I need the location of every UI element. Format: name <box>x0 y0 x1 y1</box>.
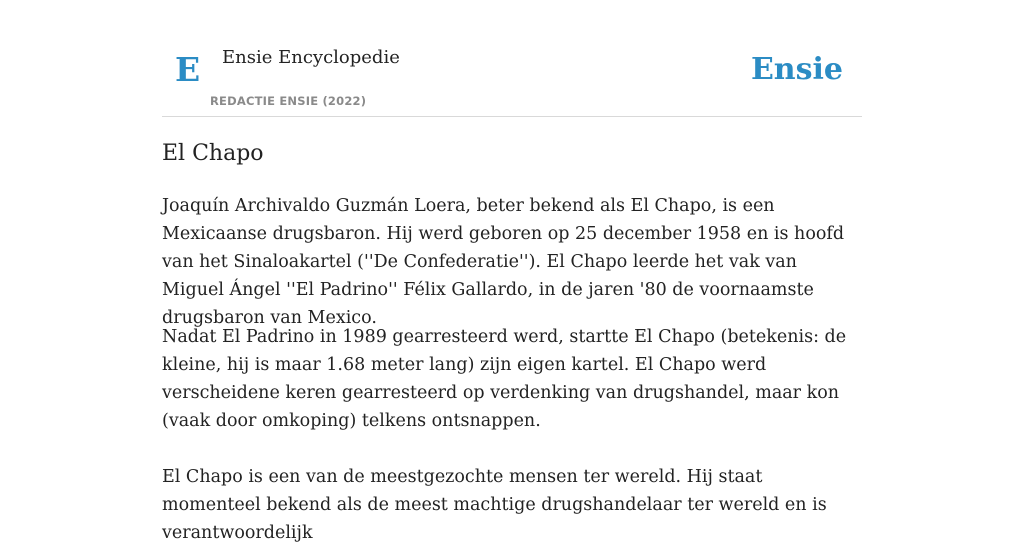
article-title: El Chapo <box>162 141 264 166</box>
article-card <box>162 0 862 543</box>
article-paragraph-1: Joaquín Archivaldo Guzmán Loera, beter bekend als El Chapo, is een Mexicaanse drugsbaron. Hij werd geboren op 25 december 1958 en is hoofd van het Sinaloakartel (''De Confederatie''). El Chapo leerde het vak van Miguel Ángel ''El Padrino'' Félix Gallardo, in de jaren '80 de voornaamste drugsbaron van Mexico. <box>162 196 845 328</box>
ensie-logo-icon[interactable]: E <box>175 50 201 89</box>
site-name[interactable]: Ensie Encyclopedie <box>222 47 400 68</box>
article-paragraph-3: El Chapo is een van de meestgezochte mensen ter wereld. Hij staat momenteel bekend als de meest machtige drugshandelaar ter wereld en is verantwoordelijk <box>162 467 827 543</box>
author-byline: REDACTIE ENSIE (2022) <box>210 94 367 108</box>
site-header <box>162 0 862 117</box>
article-paragraph-2: Nadat El Padrino in 1989 gearresteerd werd, startte El Chapo (betekenis: de kleine, hij is maar 1.68 meter lang) zijn eigen kartel. El Chapo werd verscheidene keren gearresteerd op verdenking van drugshandel, maar kon (vaak door omkoping) telkens ontsnappen. <box>162 327 847 431</box>
ensie-brand-logo[interactable]: Ensie <box>750 52 843 87</box>
